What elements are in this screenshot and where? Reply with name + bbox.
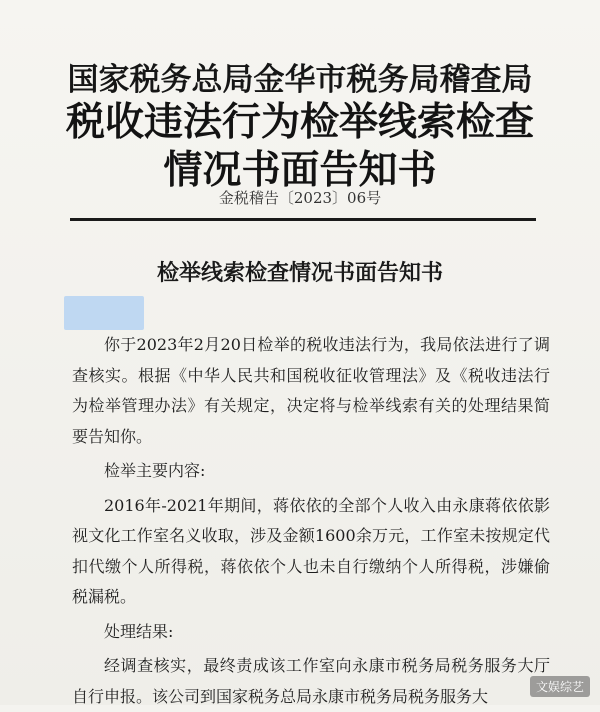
redacted-recipient (64, 296, 144, 330)
document-title (0, 98, 600, 194)
heading-result: 处理结果: (104, 621, 174, 641)
paragraph-report-content: 2016年-2021年期间，蒋依依的全部个人收入由永康蒋依依影视文化工作室名义收取，涉及金额1600余万元，工作室未按规定代扣代缴个人所得税，蒋依依个人也未自行缴纳个人所得税，涉嫌偷税漏税。 (72, 495, 550, 606)
document-number: 金税稽告〔2023〕06号 (218, 189, 382, 207)
header-divider (70, 218, 536, 221)
notice-subtitle: 检举线索检查情况书面告知书 (156, 260, 443, 286)
paragraph-result: 经调查核实，最终责成该工作室向永康市税务局税务服务大厅自行申报。该公司到国家税务总局永康市税务局税务服务大 (72, 656, 550, 706)
issuing-authority: 国家税务总局金华市税务局稽查局 (67, 62, 533, 98)
heading-report-content: 检举主要内容: (104, 461, 206, 480)
document-title-line-2: 情况书面告知书 (163, 147, 437, 193)
paragraph-intro: 你于2023年2月20日检举的税收违法行为，我局依法进行了调查核实。根据《中华人民共和国税收征收管理法》及《税收违法行为检举管理办法》有关规定，决定将与检举线索有关的处理结果简要告知你。 (72, 335, 550, 446)
notice-body (72, 330, 550, 712)
document-title-line-1: 税收违法行为检举线索检查 (65, 99, 534, 145)
source-watermark: 文娱综艺 (530, 676, 590, 697)
